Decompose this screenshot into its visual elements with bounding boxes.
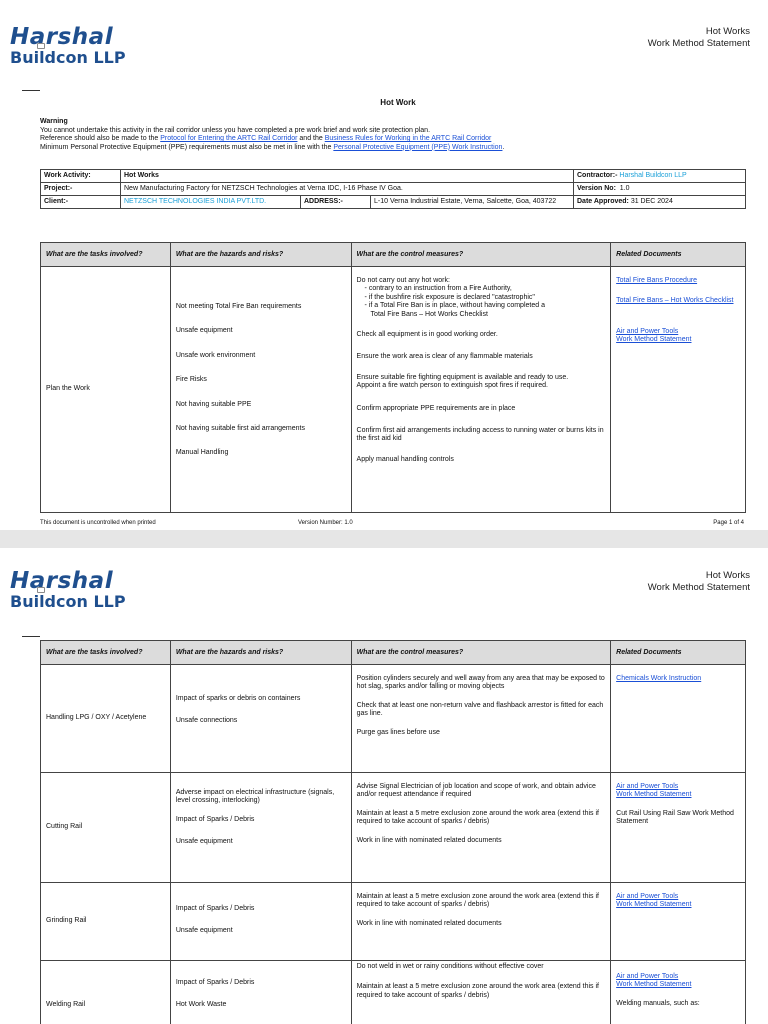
work-method-statement-link[interactable]: Work Method Statement: [616, 981, 692, 989]
table-row: [41, 665, 746, 773]
control-item: Ensure suitable fire fighting equipment is available and ready to use.: [356, 373, 569, 381]
hazard-item: Fire Risks: [175, 376, 207, 384]
ppe-work-instruction-link[interactable]: Personal Protective Equipment (PPE) Work Instruction: [333, 143, 503, 151]
footer-version: Version Number: 1.0: [298, 520, 353, 526]
control-item: Maintain at least a 5 metre exclusion zone around the work area (extend this if required to take account of sparks / debris): [356, 983, 599, 999]
header-related-docs: Related Documents: [611, 243, 746, 267]
related-docs-cell: [611, 883, 746, 961]
controls-cell: [351, 773, 611, 883]
task-cell: Plan the Work: [41, 267, 171, 513]
control-item: Purge gas lines before use: [356, 728, 440, 736]
warning-line-3-text: Minimum Personal Protective Equipment (PPE) requirements must also be met in line with the: [40, 143, 334, 151]
work-method-statement-link[interactable]: Work Method Statement: [616, 336, 692, 344]
hazard-item: Not having suitable first aid arrangements: [175, 425, 305, 433]
address-label: ADDRESS:-: [301, 196, 371, 209]
document-page-2: [0, 548, 768, 1024]
header-title-line1: Hot Works: [705, 26, 750, 37]
control-item: Position cylinders securely and well away from any area that may be exposed to hot slag, sparks and/or falling or moving objects: [356, 675, 605, 691]
project-value: New Manufacturing Factory for NETZSCH Technologies at Verna IDC, I-16 Phase IV Goa.: [121, 183, 574, 196]
related-docs-cell: [611, 773, 746, 883]
client-value: NETZSCH TECHNOLOGIES INDIA PVT.LTD.: [121, 196, 301, 209]
info-row-project: [41, 183, 746, 196]
control-item: Do not carry out any hot work:: [356, 277, 450, 284]
info-row-activity: [41, 170, 746, 183]
document-title: Hot Work: [380, 98, 416, 107]
control-subitem: - if the bushfire risk exposure is declared "catastrophic": [364, 293, 535, 301]
air-power-tools-link[interactable]: Air and Power Tools: [616, 327, 679, 335]
task-cell: Welding Rail: [41, 961, 171, 1024]
hazard-item: Impact of sparks or debris on containers: [175, 695, 301, 702]
warning-title: Warning: [40, 118, 68, 125]
header-hazards: What are the hazards and risks?: [170, 243, 351, 267]
controls-cell: [351, 267, 611, 513]
hazards-cell: [170, 883, 351, 961]
task-cell: Cutting Rail: [41, 773, 171, 883]
date-approved-label: Date Approved:: [577, 198, 629, 205]
header-rule: [22, 636, 40, 637]
date-approved-value: 31 DEC 2024: [630, 198, 673, 205]
logo-text-bottom: Buildcon LLP: [10, 592, 126, 611]
control-item: Check that at least one non-return valve and flashback arrestor is fitted for each gas line.: [356, 701, 604, 718]
control-item: Appoint a fire watch person to extinguish spot fires if required.: [356, 382, 548, 390]
company-logo: [10, 570, 130, 612]
header-title-line2: Work Method Statement: [647, 582, 750, 593]
related-docs-cell: [611, 267, 746, 513]
air-power-tools-link[interactable]: Air and Power Tools: [616, 973, 679, 980]
hazard-item: Unsafe equipment: [175, 327, 233, 335]
table-header-row: [41, 641, 746, 665]
control-item: Confirm first aid arrangements including access to running water or burns kits in the first aid kid: [356, 427, 604, 443]
logo-mark-icon: [37, 43, 45, 49]
header-rule: [22, 90, 40, 91]
date-approved-cell: [574, 196, 746, 209]
chemicals-work-instruction-link[interactable]: Chemicals Work Instruction: [616, 675, 702, 682]
header-related-docs: Related Documents: [611, 641, 746, 665]
work-method-statement-link[interactable]: Work Method Statement: [616, 791, 692, 799]
controls-cell: [351, 961, 611, 1024]
contractor-cell: [574, 170, 746, 183]
warning-line-3: [40, 144, 504, 153]
work-activity-value: Hot Works: [121, 170, 574, 183]
version-cell: [574, 183, 746, 196]
control-item: Maintain at least a 5 metre exclusion zone around the work area (extend this if required to take account of sparks / debris): [356, 893, 599, 909]
cut-rail-document: Cut Rail Using Rail Saw Work Method Statement: [616, 809, 734, 826]
hot-works-checklist-link[interactable]: Total Fire Bans – Hot Works Checklist: [616, 297, 734, 305]
controls-cell: [351, 883, 611, 961]
business-rules-link[interactable]: Business Rules for Working in the ARTC Rail Corridor: [324, 135, 492, 143]
hazard-item: Unsafe equipment: [175, 838, 233, 846]
warning-line-2: [40, 135, 504, 144]
table-row: [41, 773, 746, 883]
table-row: [41, 267, 746, 513]
welding-manuals-text: Welding manuals, such as:: [616, 999, 700, 1007]
header-title: [648, 570, 750, 594]
header-tasks: What are the tasks involved?: [41, 641, 171, 665]
work-activity-label: Work Activity:: [41, 170, 121, 183]
contractor-label: Contractor:-: [577, 172, 618, 179]
footer-page-number: Page 1 of 4: [713, 520, 744, 526]
logo-mark-icon: [37, 587, 45, 593]
info-row-client: [41, 196, 746, 209]
logo-text-top: Harshal: [10, 24, 114, 50]
hazard-item: Impact of Sparks / Debris: [175, 979, 255, 986]
air-power-tools-link[interactable]: Air and Power Tools: [616, 783, 679, 790]
header-tasks: What are the tasks involved?: [41, 243, 171, 267]
hazard-item: Unsafe equipment: [175, 927, 233, 935]
control-item: Do not weld in wet or rainy conditions without effective cover: [356, 963, 544, 970]
task-cell: Grinding Rail: [41, 883, 171, 961]
control-item: Maintain at least a 5 metre exclusion zone around the work area (extend this if required to take account of sparks / debris): [356, 809, 599, 826]
work-method-statement-link[interactable]: Work Method Statement: [616, 901, 692, 909]
total-fire-bans-procedure-link[interactable]: Total Fire Bans Procedure: [616, 277, 698, 284]
hazards-cell: [170, 961, 351, 1024]
control-subitem: - if a Total Fire Ban is in place, without having completed a: [364, 302, 545, 310]
control-item: Check all equipment is in good working order.: [356, 331, 498, 339]
version-value: 1.0: [619, 185, 630, 192]
hazard-item: Hot Work Waste: [175, 1001, 227, 1009]
hazard-item: Adverse impact on electrical infrastructure (signals, level crossing, interlocking): [175, 789, 335, 805]
control-item: Apply manual handling controls: [356, 455, 454, 463]
hazards-cell: [170, 665, 351, 773]
hazard-item: Unsafe connections: [175, 717, 238, 725]
header-controls: What are the control measures?: [351, 243, 611, 267]
table-row: [41, 961, 746, 1024]
control-item: Advise Signal Electrician of job location and scope of work, and obtain advice and/or request attendance if required: [356, 783, 596, 799]
hazard-item: Impact of Sparks / Debris: [175, 815, 255, 823]
warning-line-3-post: .: [502, 143, 505, 151]
hazards-cell: [170, 267, 351, 513]
table-row: [41, 883, 746, 961]
task-hazard-table: [40, 242, 746, 513]
client-label: Client:-: [41, 196, 121, 209]
warning-line-2-text: Reference should also be made to the: [40, 135, 161, 143]
footer-uncontrolled: This document is uncontrolled when printed: [40, 520, 156, 526]
air-power-tools-link[interactable]: Air and Power Tools: [616, 893, 679, 900]
warning-block: [40, 118, 504, 152]
control-item: Ensure the work area is clear of any flammable materials: [356, 353, 533, 361]
hazard-item: Unsafe work environment: [175, 351, 256, 359]
hazard-item: Manual Handling: [175, 449, 229, 457]
warning-line-2-mid: and the: [297, 135, 325, 143]
contractor-value: Harshal Buildcon LLP: [619, 172, 687, 179]
header-title-line2: Work Method Statement: [647, 38, 750, 49]
task-hazard-table-continued: [40, 640, 746, 1024]
hazards-cell: [170, 773, 351, 883]
hazard-item: Not having suitable PPE: [175, 400, 252, 408]
header-hazards: What are the hazards and risks?: [170, 641, 351, 665]
control-subitem: - contrary to an instruction from a Fire Authority,: [364, 285, 512, 293]
control-item: Work in line with nominated related documents: [356, 919, 502, 927]
warning-line-1: You cannot undertake this activity in the rail corridor unless you have completed a pre work brief and work site protection plan.: [40, 126, 431, 134]
project-label: Project:-: [41, 183, 121, 196]
hazard-item: Impact of Sparks / Debris: [175, 905, 255, 912]
control-item: Confirm appropriate PPE requirements are in place: [356, 404, 516, 412]
related-docs-cell: [611, 665, 746, 773]
related-docs-cell: [611, 961, 746, 1024]
control-subitem: Total Fire Bans – Hot Works Checklist: [370, 310, 488, 318]
header-title-line1: Hot Works: [705, 570, 750, 581]
control-item: Work in line with nominated related documents: [356, 836, 502, 844]
hazard-item: Not meeting Total Fire Ban requirements: [175, 303, 302, 310]
protocol-link[interactable]: Protocol for Entering the ARTC Rail Corridor: [160, 135, 298, 143]
logo-text-top: Harshal: [10, 568, 114, 594]
table-header-row: [41, 243, 746, 267]
task-cell: Handling LPG / OXY / Acetylene: [41, 665, 171, 773]
version-label: Version No:: [577, 185, 616, 192]
address-value: L-10 Verna Industrial Estate, Verna, Salcette, Goa, 403722: [371, 196, 574, 209]
header-controls: What are the control measures?: [351, 641, 611, 665]
header-title: [648, 26, 750, 50]
project-info-table: [40, 169, 746, 209]
controls-cell: [351, 665, 611, 773]
logo-text-bottom: Buildcon LLP: [10, 48, 126, 67]
company-logo: [10, 26, 130, 68]
